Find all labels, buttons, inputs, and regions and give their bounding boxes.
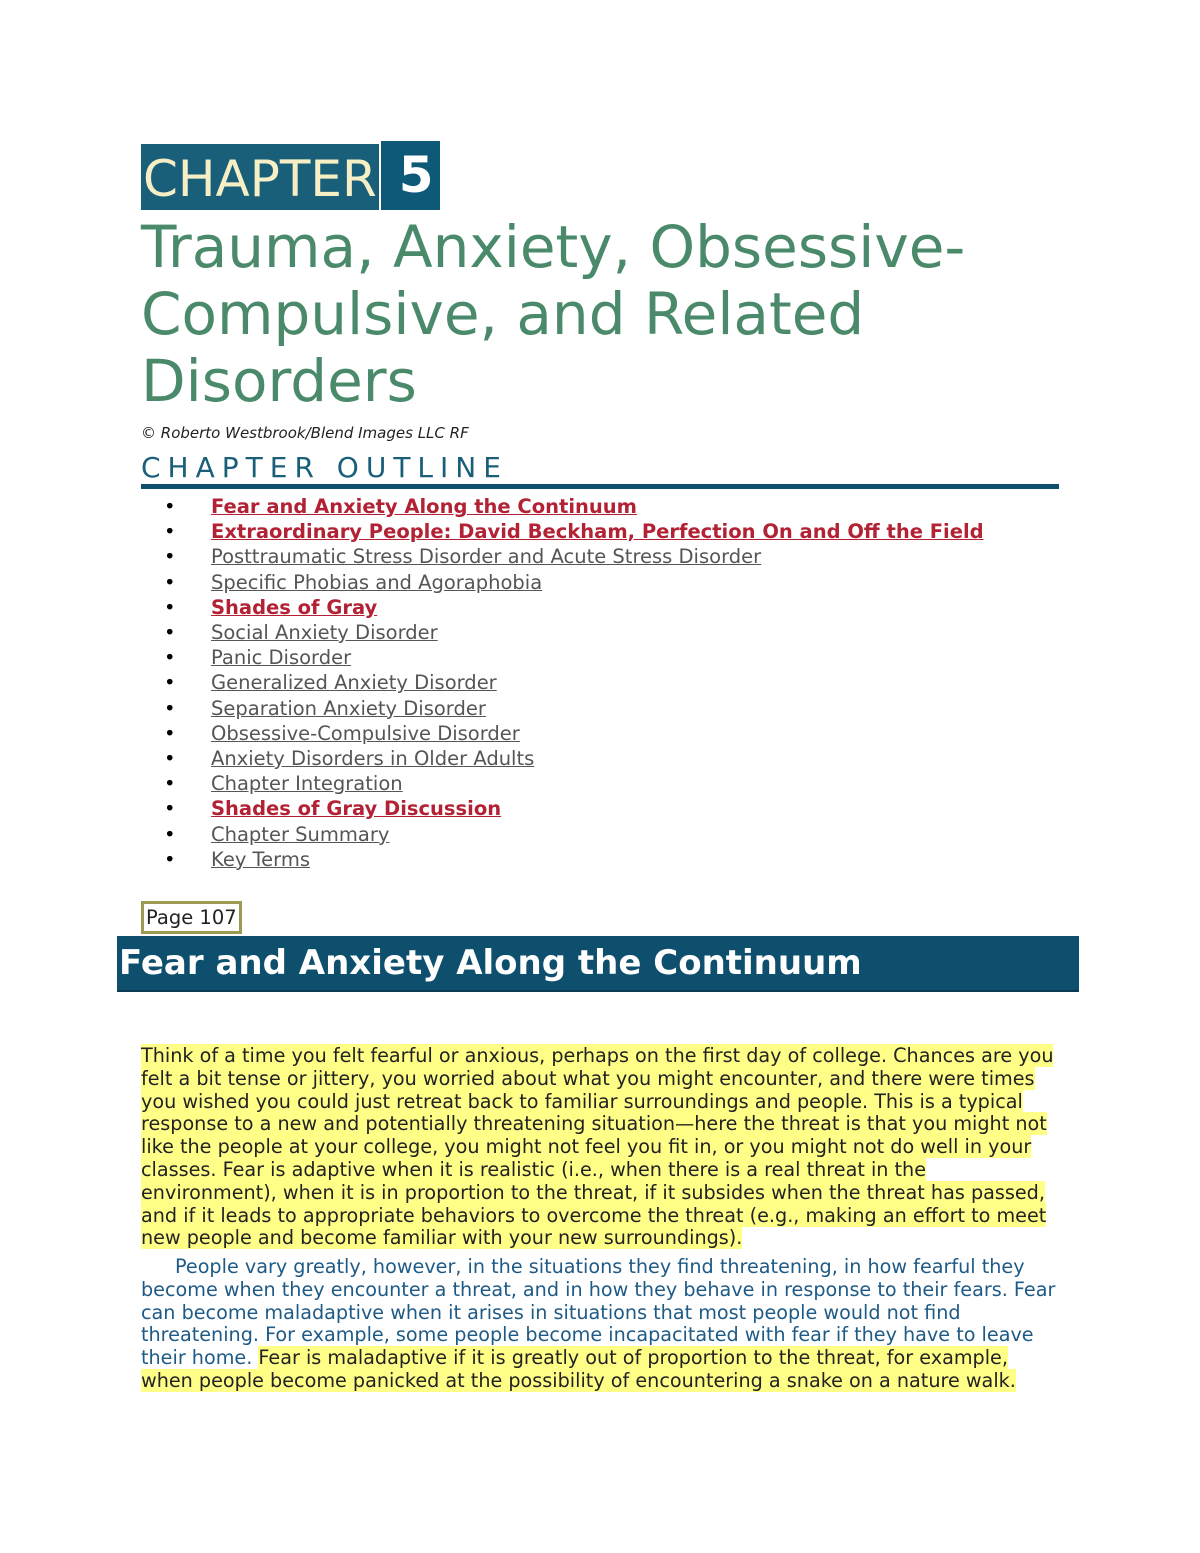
bullet-icon: • xyxy=(164,570,176,594)
photo-credit: © Roberto Westbrook/Blend Images LLC RF xyxy=(141,424,469,442)
outline-link-separation-anxiety[interactable]: Separation Anxiety Disorder xyxy=(211,696,486,720)
bullet-icon: • xyxy=(164,847,176,871)
bullet-icon: • xyxy=(164,520,176,544)
bullet-icon: • xyxy=(164,495,176,518)
outline-divider xyxy=(141,484,1059,489)
page-marker: Page 107 xyxy=(141,901,242,934)
outline-link-panic[interactable]: Panic Disorder xyxy=(211,646,352,670)
bullet-icon: • xyxy=(164,646,176,670)
outline-link-ptsd[interactable]: Posttraumatic Stress Disorder and Acute Stress Disorder xyxy=(211,545,762,569)
outline-link-extraordinary-people[interactable]: Extraordinary People: David Beckham, Perfection On and Off the Field xyxy=(211,520,984,544)
outline-link-chapter-summary[interactable]: Chapter Summary xyxy=(211,822,390,846)
outline-link-phobias[interactable]: Specific Phobias and Agoraphobia xyxy=(211,570,543,594)
outline-link-social-anxiety[interactable]: Social Anxiety Disorder xyxy=(211,621,438,645)
outline-item xyxy=(141,847,1061,872)
paragraph-text: People vary greatly, however, in the situations they find threatening, in how fearful they become when they encounter a threat, and in how they behave in response to their fears. Fear can become maladaptive when it arises in situations that most people would not find threatening. For example, some people become incapacitated with fear if they have to leave their home. xyxy=(141,1255,1056,1370)
outline-link-ocd[interactable]: Obsessive-Compulsive Disorder xyxy=(211,721,520,745)
outline-item xyxy=(141,670,1061,695)
section-title: Fear and Anxiety Along the Continuum xyxy=(119,943,862,983)
bullet-icon: • xyxy=(164,621,176,645)
body-paragraph-1 xyxy=(141,1045,1061,1250)
outline-link-generalized-anxiety[interactable]: Generalized Anxiety Disorder xyxy=(211,671,497,695)
chapter-word: CHAPTER xyxy=(141,144,381,210)
chapter-title: Trauma, Anxiety, Obsessive-Compulsive, and Related Disorders xyxy=(141,213,966,415)
outline-item xyxy=(141,746,1061,771)
outline-item xyxy=(141,721,1061,746)
chapter-outline-list xyxy=(141,494,1061,872)
bullet-icon: • xyxy=(164,822,176,846)
bullet-icon: • xyxy=(164,721,176,745)
outline-item xyxy=(141,544,1061,569)
outline-item xyxy=(141,494,1061,519)
outline-link-shades-of-gray-discussion[interactable]: Shades of Gray Discussion xyxy=(211,797,502,821)
outline-item xyxy=(141,570,1061,595)
outline-item xyxy=(141,796,1061,821)
bullet-icon: • xyxy=(164,595,176,619)
outline-link-key-terms[interactable]: Key Terms xyxy=(211,847,310,871)
section-banner xyxy=(117,936,1079,992)
outline-item xyxy=(141,519,1061,544)
bullet-icon: • xyxy=(164,696,176,720)
outline-link-fear-anxiety[interactable]: Fear and Anxiety Along the Continuum xyxy=(211,495,637,518)
outline-link-older-adults[interactable]: Anxiety Disorders in Older Adults xyxy=(211,747,535,771)
outline-item xyxy=(141,620,1061,645)
outline-link-shades-of-gray[interactable]: Shades of Gray xyxy=(211,595,378,619)
chapter-label xyxy=(141,141,440,210)
bullet-icon: • xyxy=(164,772,176,796)
outline-item xyxy=(141,595,1061,620)
outline-item xyxy=(141,822,1061,847)
body-paragraph-2 xyxy=(141,1256,1061,1393)
bullet-icon: • xyxy=(164,747,176,771)
bullet-icon: • xyxy=(164,797,176,821)
outline-heading: CHAPTER OUTLINE xyxy=(141,451,508,484)
outline-item xyxy=(141,696,1061,721)
highlighted-text: Fear is maladaptive if it is greatly out of proportion to the threat, for example, when people become panicked at the possibility of encountering a snake on a nature walk. xyxy=(141,1346,1016,1392)
outline-link-chapter-integration[interactable]: Chapter Integration xyxy=(211,772,403,796)
chapter-number: 5 xyxy=(379,141,440,210)
bullet-icon: • xyxy=(164,545,176,569)
outline-item xyxy=(141,645,1061,670)
outline-item xyxy=(141,771,1061,796)
highlighted-text: Think of a time you felt fearful or anxious, perhaps on the first day of college. Chances are you felt a bit tense or jittery, you worried about what you might encounter, and there were times you wished you could just retreat back to familiar surroundings and people. This is a typical response to a new and potentially threatening situation—here the threat is that you might not like the people at your college, you might not feel you fit in, or you might not do well in your classes. Fear is adaptive when it is realistic (i.e., when there is a real threat in the environment), when it is in proportion to the threat, if it subsides when the threat has passed, and if it leads to appropriate behaviors to overcome the threat (e.g., making an effort to meet new people and become familiar with your new surroundings). xyxy=(141,1044,1054,1250)
bullet-icon: • xyxy=(164,671,176,695)
